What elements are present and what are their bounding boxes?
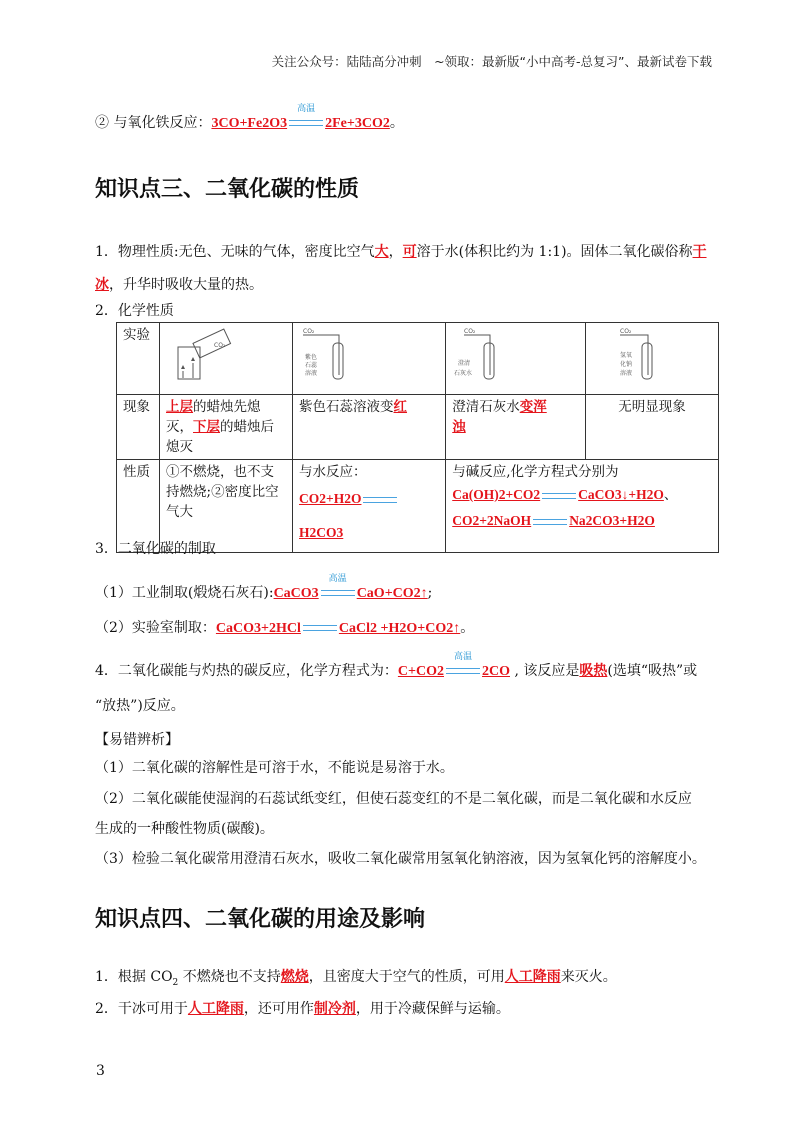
row-label-property: 性质 bbox=[117, 460, 160, 553]
answer-red: 红 bbox=[393, 399, 408, 414]
equals-sign bbox=[540, 482, 578, 508]
carbon-suffix: (选填“吸热”或 bbox=[607, 663, 698, 679]
error-item: （1）二氧化碳的溶解性是可溶于水，不能说是易溶于水。 bbox=[95, 760, 454, 776]
section4-title: 知识点四、二氧化碳的用途及影响 bbox=[95, 907, 426, 932]
phen1-text-f: 熄灭 bbox=[166, 439, 194, 455]
phys-text-1: 1．物理性质:无色、无味的气体，密度比空气 bbox=[95, 244, 375, 260]
candle-beaker-icon bbox=[166, 325, 286, 383]
property-water bbox=[293, 460, 446, 553]
phen1-text-b: 的蜡烛先熄 bbox=[193, 399, 261, 415]
limewater-tube-icon bbox=[452, 325, 572, 383]
cond-label: 高温 bbox=[453, 652, 472, 662]
answer-refrigerant: 制冷剂 bbox=[313, 1002, 356, 1017]
lab-lhs: CaCO3+2HCl bbox=[215, 621, 301, 636]
phys-answer-1: 大 bbox=[374, 245, 389, 260]
use1-c: ，且密度大于空气的性质，可用 bbox=[308, 969, 505, 985]
naoh-label-2: 化钠 bbox=[620, 361, 633, 368]
carbon-line-2: “放热”)反应。 bbox=[95, 698, 185, 714]
equals-sign bbox=[361, 482, 399, 516]
eq-naoh-rhs: Na2CO3+H2O bbox=[569, 513, 655, 528]
litmus-tube-icon bbox=[299, 325, 419, 383]
use-line-2 bbox=[95, 998, 510, 1018]
use2-b: ，还可用作 bbox=[243, 1001, 314, 1017]
high-temp-arrow bbox=[319, 574, 357, 601]
error-item: 生成的一种酸性物质(碳酸)。 bbox=[95, 821, 274, 837]
cond-label: 高温 bbox=[297, 104, 316, 114]
answer-fire-extinguish: 人工降雨 bbox=[504, 970, 561, 985]
experiment-table bbox=[116, 322, 719, 553]
exp-img-lime bbox=[446, 323, 586, 395]
fe-prefix: ② 与氧化铁反应： bbox=[95, 115, 212, 131]
lab-suffix: 。 bbox=[460, 620, 475, 636]
co2-label: CO₂ bbox=[464, 328, 476, 335]
co2-label: CO₂ bbox=[620, 328, 632, 335]
answer-burning: 燃烧 bbox=[280, 970, 309, 985]
eq-separator: 、 bbox=[663, 487, 678, 503]
prop1-c: 气大 bbox=[166, 504, 194, 520]
industry-lhs: CaCO3 bbox=[273, 586, 319, 601]
chem-title: 2．化学性质 bbox=[95, 303, 174, 319]
naoh-label-1: 氢氧 bbox=[620, 352, 633, 359]
carbon-rhs: 2CO bbox=[482, 664, 510, 679]
fe-lhs: 3CO+Fe2O3 bbox=[211, 116, 288, 131]
phenomenon-candle bbox=[160, 395, 293, 460]
phenomenon-lime bbox=[446, 395, 586, 460]
cond-label: 高温 bbox=[328, 574, 347, 584]
phen2-text: 紫色石蕊溶液变 bbox=[299, 399, 394, 415]
phenomenon-naoh: 无明显现象 bbox=[586, 395, 719, 460]
use1-d: 来灭火。 bbox=[560, 969, 617, 985]
phys-text-3: 溶于水(体积比约为 1:1)。固体二氧化碳俗称 bbox=[416, 244, 693, 260]
error-item: （2）二氧化碳能使湿润的石蕊试纸变红，但使石蕊变红的不是二氧化碳，而是二氧化碳和水反应 bbox=[95, 791, 692, 807]
phys-answer-3a: 干 bbox=[692, 245, 707, 260]
eq-water-lhs: CO2+H2O bbox=[299, 491, 362, 506]
physical-properties bbox=[95, 236, 715, 302]
equals-sign bbox=[301, 620, 339, 636]
property-alkali bbox=[446, 460, 719, 553]
fe-suffix: 。 bbox=[389, 115, 404, 131]
eq-naoh-lhs: CO2+2NaOH bbox=[452, 513, 532, 528]
naoh-label-3: 溶液 bbox=[620, 370, 633, 377]
use1-b: 不燃烧也不支持 bbox=[178, 969, 281, 985]
phys-text-4: ，升华时吸收大量的热。 bbox=[109, 277, 263, 293]
lab-line bbox=[95, 617, 474, 637]
answer-rain: 人工降雨 bbox=[187, 1002, 244, 1017]
industry-rhs: CaO+CO2↑ bbox=[356, 586, 428, 601]
carbon-lhs: C+CO2 bbox=[397, 664, 444, 679]
phenomenon-litmus bbox=[293, 395, 446, 460]
naoh-tube-icon bbox=[592, 325, 712, 383]
exp-img-naoh bbox=[586, 323, 719, 395]
industry-line bbox=[95, 574, 433, 602]
industry-suffix: ; bbox=[427, 585, 433, 601]
errors-title: 【易错辨析】 bbox=[95, 732, 179, 748]
phen1-text-c: 灭， bbox=[166, 419, 194, 435]
phys-text-2: ， bbox=[388, 244, 403, 260]
exp-img-candle bbox=[160, 323, 293, 395]
answer-lower: 下层 bbox=[193, 419, 221, 434]
carbon-prefix: 4．二氧化碳能与灼热的碳反应，化学方程式为： bbox=[95, 663, 398, 679]
fe-reaction-line bbox=[95, 104, 404, 132]
fe-rhs: 2Fe+3CO2 bbox=[325, 116, 390, 131]
phen3-text: 澄清石灰水 bbox=[452, 399, 520, 415]
page-header: 关注公众号：陆陆高分冲刺 ~领取：最新版“小中高考-总复习”、最新试卷下载 bbox=[271, 54, 712, 69]
eq-lime-lhs: Ca(OH)2+CO2 bbox=[452, 487, 541, 502]
prop1-a: ①不燃烧，也不支 bbox=[166, 464, 275, 480]
prop1-b: 持燃烧;②密度比空 bbox=[166, 484, 279, 500]
litmus-label-1: 紫色 bbox=[305, 354, 318, 361]
carbon-mid: , 该反应是 bbox=[510, 663, 580, 679]
litmus-label-2: 石蕊 bbox=[305, 362, 318, 369]
answer-turbid-1: 变浑 bbox=[519, 399, 547, 414]
section3-title: 知识点三、二氧化碳的性质 bbox=[95, 177, 360, 202]
eq-lime-rhs: CaCO3↓+H2O bbox=[578, 487, 664, 502]
co2-label: CO₂ bbox=[303, 328, 315, 335]
litmus-label-3: 溶液 bbox=[305, 370, 318, 377]
equals-sign bbox=[531, 508, 569, 534]
use2-a: 2．干冰可用于 bbox=[95, 1001, 188, 1017]
use1-sub: 2 bbox=[172, 977, 179, 988]
carbon-line bbox=[95, 652, 698, 680]
prop2-title: 与水反应： bbox=[299, 464, 367, 480]
industry-prefix: （1）工业制取(煅烧石灰石): bbox=[95, 585, 274, 601]
phys-answer-3b: 冰 bbox=[95, 278, 109, 293]
row-label-experiment: 实验 bbox=[117, 323, 160, 395]
eq-water-rhs: H2CO3 bbox=[299, 525, 344, 540]
page-number: 3 bbox=[96, 1063, 105, 1079]
lime-label-2: 石灰水 bbox=[454, 370, 473, 377]
lab-prefix: （2）实验室制取： bbox=[95, 620, 216, 636]
use2-c: ，用于冷藏保鲜与运输。 bbox=[355, 1001, 510, 1017]
phen1-text-e: 的蜡烛后 bbox=[220, 419, 275, 435]
high-temp-arrow bbox=[444, 652, 482, 679]
exp-img-litmus bbox=[293, 323, 446, 395]
phys-answer-2: 可 bbox=[402, 245, 417, 260]
prep-title: 3．二氧化碳的制取 bbox=[95, 541, 216, 557]
lime-label-1: 澄清 bbox=[458, 360, 471, 367]
answer-turbid-2: 浊 bbox=[452, 419, 466, 434]
row-label-phenomenon: 现象 bbox=[117, 395, 160, 460]
prop3-title: 与碱反应,化学方程式分别为 bbox=[452, 464, 619, 480]
lab-rhs: CaCl2 +H2O+CO2↑ bbox=[338, 621, 461, 636]
use-line-1 bbox=[95, 966, 617, 988]
answer-upper: 上层 bbox=[166, 399, 194, 414]
high-temp-arrow bbox=[287, 104, 325, 131]
use1-a: 1．根据 CO bbox=[95, 969, 173, 985]
answer-endothermic: 吸热 bbox=[579, 664, 608, 679]
co2-label: CO₂ bbox=[214, 342, 226, 349]
error-item: （3）检验二氧化碳常用澄清石灰水，吸收二氧化碳常用氢氧化钠溶液，因为氢氧化钙的溶解度小。 bbox=[95, 851, 706, 867]
